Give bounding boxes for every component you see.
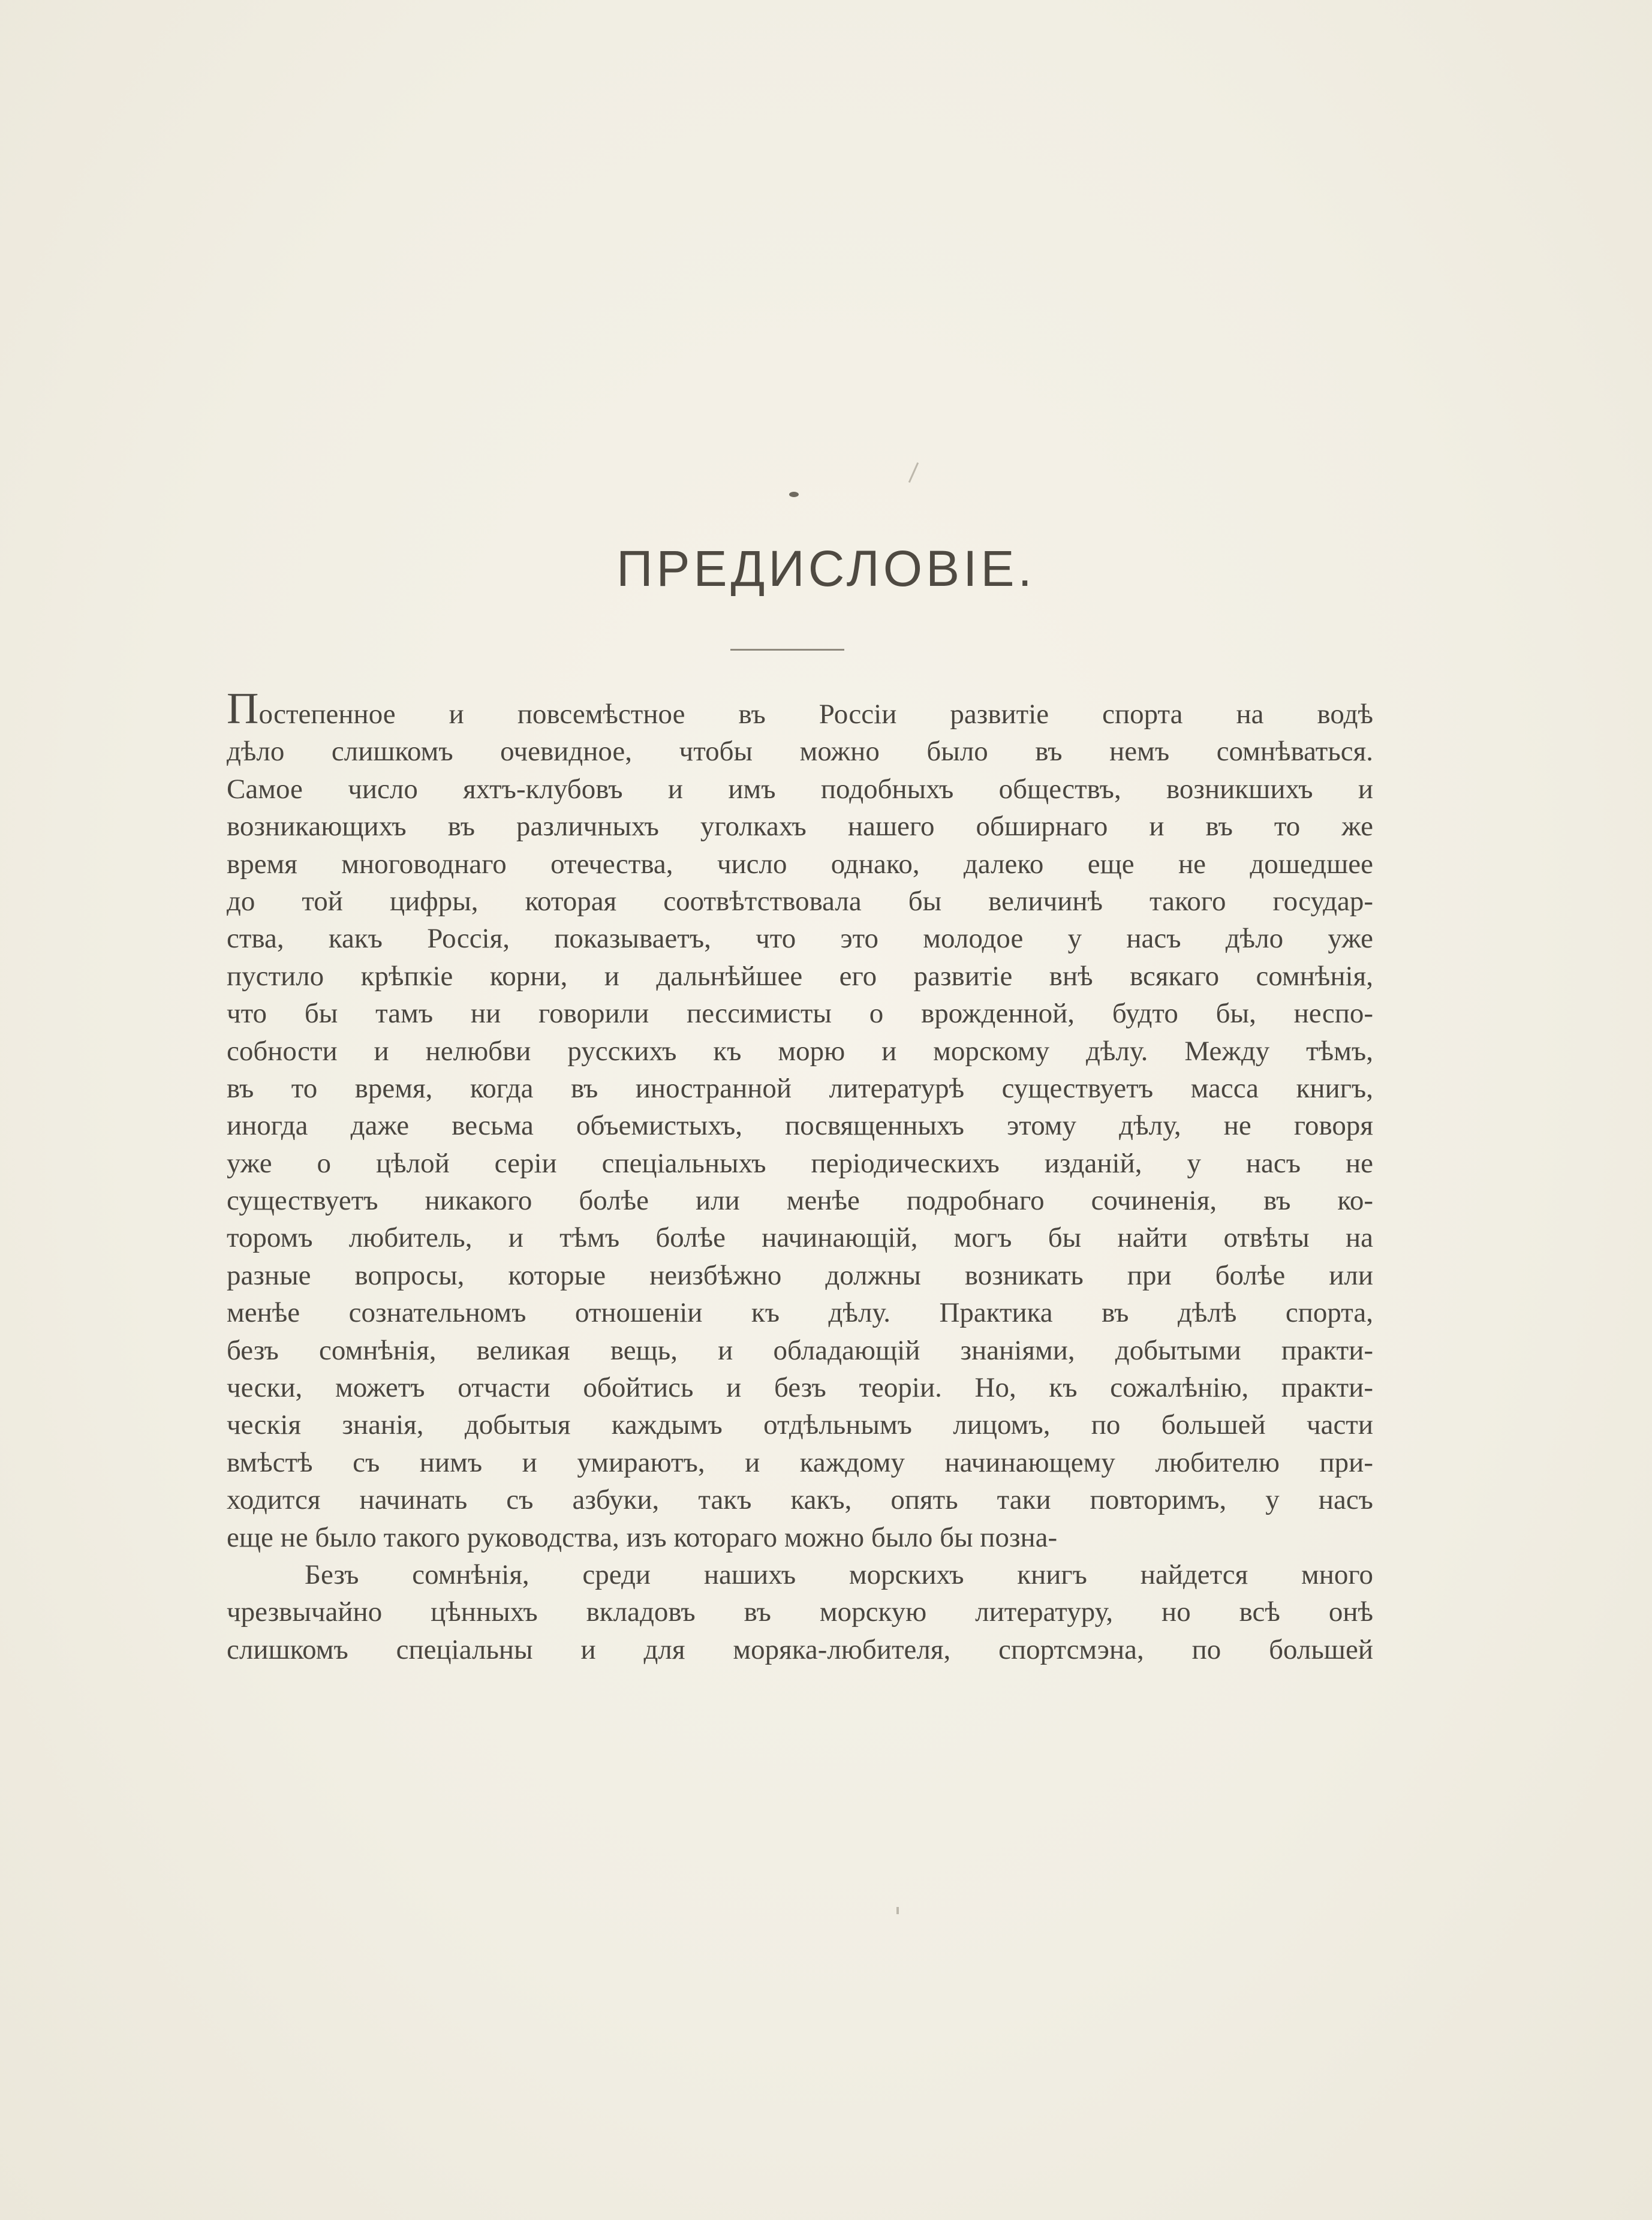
text-line: время многоводнаго отечества, число однако, далеко еще не дошедшее: [227, 848, 1373, 880]
text-line: иногда даже весьма объемистыхъ, посвященныхъ этому дѣлу, не говоря: [227, 1110, 1373, 1142]
text-line: чески, можетъ отчасти обойтись и безъ теоріи. Но, къ сожалѣнію, практи-: [227, 1372, 1373, 1404]
drop-cap: П: [227, 684, 259, 733]
body-text: [227, 684, 1373, 1668]
text-line: уже о цѣлой серіи спеціальныхъ періодическихъ изданій, у насъ не: [227, 1147, 1373, 1179]
text-line: Безъ сомнѣнія, среди нашихъ морскихъ книгъ найдется много: [305, 1559, 1373, 1590]
text-line: въ то время, когда въ иностранной литературѣ существуетъ масса книгъ,: [227, 1072, 1373, 1104]
text-line: безъ сомнѣнія, великая вещь, и обладающій знаніями, добытыми практи-: [227, 1334, 1373, 1366]
text-line: чрезвычайно цѣнныхъ вкладовъ въ морскую литературу, но всѣ онѣ: [227, 1596, 1373, 1628]
text-line: возникающихъ въ различныхъ уголкахъ нашего обширнаго и въ то же: [227, 811, 1373, 843]
text-line: разные вопросы, которые неизбѣжно должны возникать при болѣе или: [227, 1259, 1373, 1291]
text-line: еще не было такого руководства, изъ котораго можно было бы позна-: [227, 1521, 1058, 1553]
text-line: вмѣстѣ съ нимъ и умираютъ, и каждому начинающему любителю при-: [227, 1446, 1373, 1478]
pencil-mark: [896, 1907, 899, 1914]
text-line: что бы тамъ ни говорили пессимисты о врожденной, будто бы, неспо-: [227, 998, 1373, 1030]
text-line: ства, какъ Россія, показываетъ, что это молодое у насъ дѣло уже: [227, 923, 1373, 955]
text-line: до той цифры, которая соотвѣтствовала бы величинѣ такого государ-: [227, 885, 1373, 917]
text-line: торомъ любитель, и тѣмъ болѣе начинающій, могъ бы найти отвѣты на: [227, 1222, 1373, 1254]
page-title: ПРЕДИСЛОВІЕ.: [616, 540, 1036, 597]
first-line-text: остепенное и повсемѣстное въ Россіи развитіе спорта на водѣ: [258, 699, 1373, 730]
title-divider: [730, 649, 844, 651]
text-line: менѣе сознательномъ отношеніи къ дѣлу. Практика въ дѣлѣ спорта,: [227, 1297, 1373, 1329]
text-line: слишкомъ спеціальны и для моряка-любителя, спортсмэна, по большей: [227, 1634, 1373, 1665]
text-line: [227, 684, 1373, 733]
text-line: собности и нелюбви русскихъ къ морю и морскому дѣлу. Между тѣмъ,: [227, 1035, 1373, 1067]
pencil-mark: [908, 462, 919, 483]
ink-dot: [789, 492, 799, 497]
text-line: существуетъ никакого болѣе или менѣе подробнаго сочиненія, въ ко-: [227, 1185, 1373, 1217]
text-line: пустило крѣпкіе корни, и дальнѣйшее его развитіе внѣ всякаго сомнѣнія,: [227, 960, 1373, 992]
text-line: дѣло слишкомъ очевидное, чтобы можно было въ немъ сомнѣваться.: [227, 736, 1373, 768]
text-line: ческія знанія, добытыя каждымъ отдѣльнымъ лицомъ, по большей части: [227, 1409, 1373, 1441]
text-line: ходится начинать съ азбуки, такъ какъ, опять таки повторимъ, у насъ: [227, 1484, 1373, 1516]
text-line: Самое число яхтъ-клубовъ и имъ подобныхъ обществъ, возникшихъ и: [227, 773, 1373, 805]
